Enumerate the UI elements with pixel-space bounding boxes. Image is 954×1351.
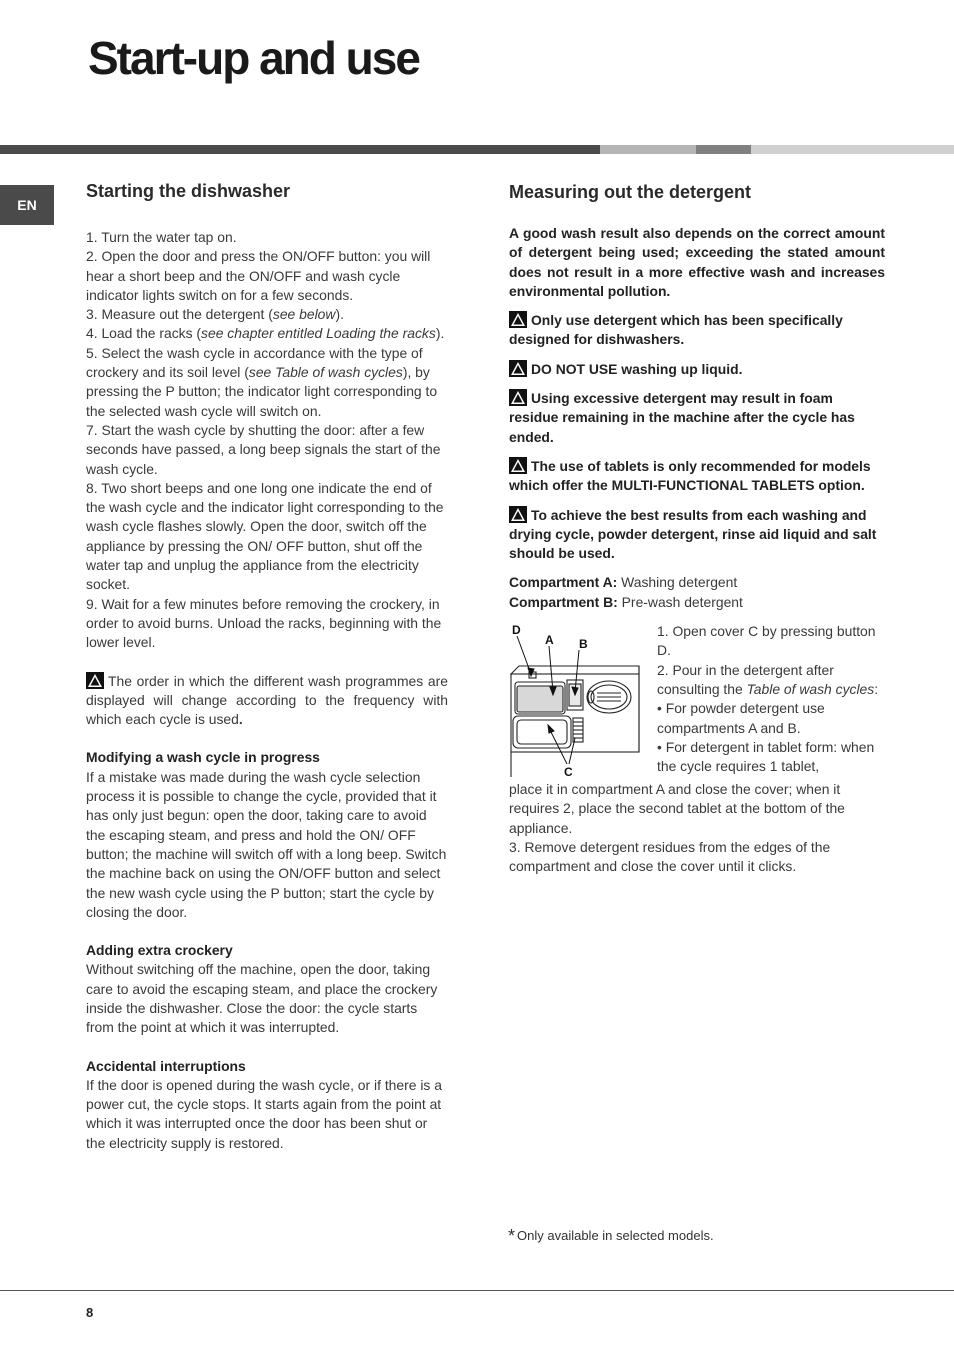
footnote: * Only available in selected models. bbox=[508, 1226, 714, 1246]
proc-step-1: 1. Open cover C by pressing button D. bbox=[657, 623, 876, 659]
interruptions-text: If the door is opened during the wash cycle, or if there is a power cut, the cycle stops. It starts again from the point at which it was interrupted once the door has been shut or the electricity supply is restored. bbox=[86, 1076, 442, 1151]
warning-icon bbox=[509, 360, 527, 377]
header-bar-light-1 bbox=[600, 145, 696, 154]
warning-4: The use of tablets is only recommended for models which offer the MULTI-FUNCTIONAL TABLETS option. bbox=[509, 457, 871, 494]
dispenser-illustration bbox=[509, 622, 649, 777]
left-column bbox=[86, 180, 448, 1153]
warning-5: To achieve the best results from each washing and drying cycle, powder detergent, rinse aid liquid and salt should be used. bbox=[509, 506, 877, 562]
compartment-b: Compartment B: Pre-wash detergent bbox=[509, 593, 743, 610]
page-title: Start-up and use bbox=[88, 32, 419, 84]
proc-bullet-tablet-cont: place it in compartment A and close the cover; when it requires 2, place the second tablet at the bottom of the appliance. bbox=[509, 781, 845, 836]
section-heading-detergent: Measuring out the detergent bbox=[509, 182, 752, 202]
section-heading-starting: Starting the dishwasher bbox=[86, 181, 291, 201]
header-bar-mid bbox=[696, 145, 751, 154]
figure-label-d: D bbox=[512, 623, 521, 638]
warning-icon bbox=[509, 457, 527, 474]
warning-icon bbox=[509, 311, 527, 328]
warning-icon bbox=[509, 506, 527, 523]
proc-bullet-powder: • For powder detergent use compartments A and B. bbox=[657, 700, 825, 736]
warning-3: Using excessive detergent may result in foam residue remaining in the machine after the cycle has ended. bbox=[509, 390, 855, 445]
step-8: 8. Two short beeps and one long one indicate the end of the wash cycle and the indicator light corresponding to the wash cycle flashes slowly. Open the door, switch off the appliance by pressing the ON/ OFF button, shut off the water tap and unplug the appliance from the electricity socket. bbox=[86, 479, 444, 593]
step-9: 9. Wait for a few minutes before removing the crockery, in order to avoid burns. Unload the racks, beginning with the lower level. bbox=[86, 595, 442, 651]
proc-step-3: 3. Remove detergent residues from the edges of the compartment and close the cover until it clicks. bbox=[509, 838, 831, 875]
note-programme-order: The order in which the different wash programmes are displayed will change according to the frequency with which each cycle is used. bbox=[86, 672, 448, 728]
figure-label-a: A bbox=[545, 633, 554, 648]
step-5: 5. Select the wash cycle in accordance with the type of crockery and its soil level (see Table of wash cycles), by pressing the P button; the indicator light corresponding to the selected wash cycle will switch on. bbox=[86, 344, 438, 419]
step-4: 4. Load the racks (see chapter entitled Loading the racks). bbox=[86, 325, 445, 342]
warning-icon bbox=[86, 672, 104, 689]
detergent-dispenser-figure bbox=[509, 622, 657, 780]
compartment-a: Compartment A: Washing detergent bbox=[509, 574, 738, 591]
step-2: 2. Open the door and press the ON/OFF button: you will hear a short beep and the ON/OFF and wash cycle indicator lights switch on for a few seconds. bbox=[86, 248, 431, 303]
detergent-warnings bbox=[509, 224, 885, 563]
adding-text: Without switching off the machine, open the door, taking care to avoid the escaping steam, and place the crockery inside the dishwasher. Close the door: the cycle starts from the point at which it was interrupted. bbox=[86, 961, 438, 1036]
language-tab: EN bbox=[0, 185, 54, 225]
step-3: 3. Measure out the detergent (see below). bbox=[86, 306, 344, 323]
page-number: 8 bbox=[86, 1305, 94, 1320]
footnote-mark: * bbox=[508, 1226, 516, 1246]
step-1: 1. Turn the water tap on. bbox=[86, 229, 237, 245]
modifying-text: If a mistake was made during the wash cycle selection process it is possible to change the cycle, provided that it has only just begun: open the door, taking care to avoid the escaping steam, and press and hold the ON/ OFF button; the machine will switch off with a long beep. Switch the machine back on using the ON/OFF button and select the new wash cycle using the P button; start the cycle by closing the door. bbox=[86, 768, 447, 920]
footer-divider bbox=[0, 1290, 954, 1291]
header-bar-light-2 bbox=[751, 145, 954, 154]
warning-2: DO NOT USE washing up liquid. bbox=[509, 360, 885, 379]
subheading-adding: Adding extra crockery bbox=[86, 942, 233, 959]
figure-label-c: C bbox=[564, 765, 573, 778]
warning-icon bbox=[509, 389, 527, 406]
warning-1: Only use detergent which has been specifically designed for dishwashers. bbox=[509, 312, 843, 348]
subheading-interruptions: Accidental interruptions bbox=[86, 1057, 246, 1074]
intro-text: A good wash result also depends on the correct amount of detergent being used; exceeding the stated amount does not result in a more effective wash and increases environmental pollution. bbox=[509, 225, 885, 299]
figure-label-b: B bbox=[579, 637, 588, 652]
header-bar-dark bbox=[0, 145, 600, 154]
proc-step-2: 2. Pour in the detergent after consulting the Table of wash cycles: bbox=[657, 661, 879, 697]
right-column bbox=[509, 181, 885, 877]
step-7: 7. Start the wash cycle by shutting the door: after a few seconds have passed, a long beep signals the start of the wash cycle. bbox=[86, 421, 441, 477]
subheading-modifying: Modifying a wash cycle in progress bbox=[86, 749, 320, 766]
proc-bullet-tablet: • For detergent in tablet form: when the cycle requires 1 tablet, bbox=[657, 738, 875, 775]
